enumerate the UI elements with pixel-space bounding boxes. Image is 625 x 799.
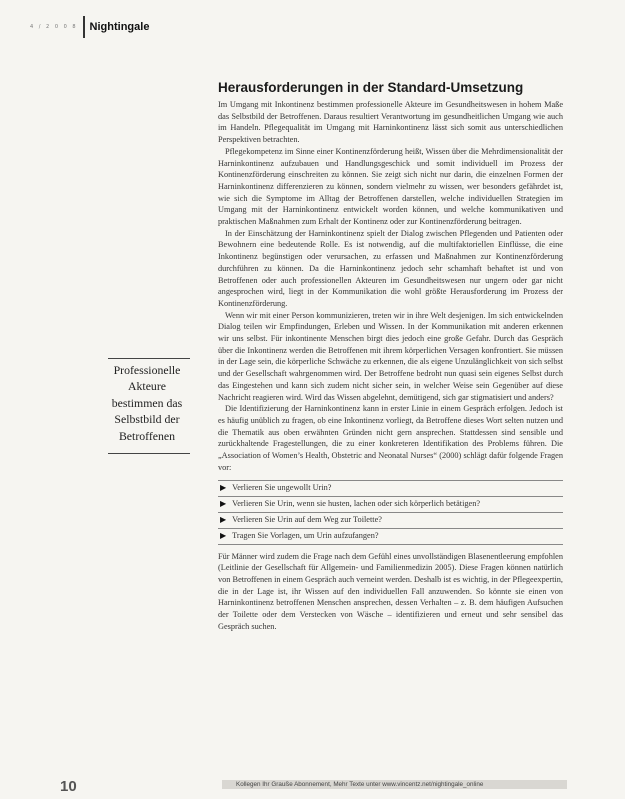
list-item	[218, 528, 563, 545]
question-list	[218, 480, 563, 545]
article-title: Herausforderungen in der Standard-Umsetzung	[218, 80, 524, 95]
paragraph-5: Die Identifizierung der Harninkontinenz kann in erster Linie in einem Gespräch erfolgen. Jedoch ist es häufig unüblich zu fragen, ob eine Inkontinenz vorliegt, da Betroffene dieses Wort selten nutzen und die Thematik aus oben erwähnten Gründen nicht gern ansprechen. Stattdessen sind sensible und zurückhaltende Fragestellungen, die zu einer konkreteren Identifikation des Problems führen. Die „Association of Women’s Health, Obstetric and Neonatal Nurses“ (2000) schlägt dafür folgende Fragen vor:	[218, 404, 563, 472]
arrow-bullet-icon: ▶	[220, 499, 227, 509]
pullquote: Professionelle Akteure bestimmen das Selbstbild der Betroffenen	[111, 363, 183, 443]
footer-banner: Kollegen Ihr Grauße Abonnement, Mehr Texte unter www.vincentz.net/nightingale_online	[222, 780, 567, 789]
paragraph-2: Pflegekompetenz im Sinne einer Kontinenzförderung heißt, Wissen über die Mehrdimensionalität der Harninkontinenz aufzubauen und Handlungsgeschick und somit individuell im Prozess der Kontinenzförderung einschreiten zu können. Sie zeigt sich nicht nur darin, die einzelnen Formen der Harninkontinenz differenzieren zu können, sondern vielmehr zu wissen, wer besonders gefährdet ist, wie sich die Symptome im Alltag der Betroffenen darstellen, welche individuellen Strategien im Umgang mit der Harninkontinenz entwickelt worden können, und welche kommunikativen und praktischen Maßnahmen zum Erhalt der Kontinenz oder zur Kontinenzförderung beitragen.	[218, 146, 563, 227]
journal-brand: Nightingale	[89, 21, 150, 33]
question-text: Verlieren Sie Urin auf dem Weg zur Toilette?	[232, 515, 382, 525]
list-item	[218, 496, 563, 512]
paragraph-1: Im Umgang mit Inkontinenz bestimmen professionelle Akteure im Gesundheitswesen in hohem Maße das Selbstbild der Betroffenen. Daraus resultiert Verantwortung im gesundheitlichen Umgang wie auch im Handeln. Pflegequalität im Umgang mit Harninkontinenz lässt sich somit aus unterschiedlichen Perspektiven betrachten.	[218, 100, 563, 145]
closing-paragraph: Für Männer wird zudem die Frage nach dem Gefühl eines unvollständigen Blasenentleerung empfohlen (Leitlinie der Gesellschaft für Allgemein- und Familienmedizin 2005). Diese Fragen können natürlich von Betroffenen in einem Gespräch auch verneint werden. Deshalb ist es wichtig, in der Pflegeexpertin, die in der Lage ist, ihr Wissen auf den individuellen Fall anzuwenden. So könnte sie einen von Harninkontinenz betroffenen Menschen ansprechen, dessen Verhalten – z. B. dem häufigen Aufsuchen der Toilette oder dem Verstecken von Wäsche – identifizieren und erneut und sehr sensibel das Gespräch suchen.	[218, 551, 563, 631]
list-item	[218, 480, 563, 496]
pullquote-bottom-rule	[108, 453, 190, 454]
article-body	[218, 99, 563, 632]
pullquote-top-rule	[108, 358, 190, 359]
question-text: Verlieren Sie ungewollt Urin?	[232, 483, 332, 493]
arrow-bullet-icon: ▶	[220, 531, 227, 541]
arrow-bullet-icon: ▶	[220, 515, 227, 525]
page-number: 10	[60, 778, 77, 795]
arrow-bullet-icon: ▶	[220, 483, 227, 493]
paragraph-4: Wenn wir mit einer Person kommunizieren, treten wir in ihre Welt desjenigen. Im sich entwickelnden Dialog teilen wir Empfindungen, Erleben und Wissen. In der Kommunikation mit anderen erkennen wir uns selbst. Für inkontinente Menschen birgt dies jedoch eine große Gefahr. Durch das Gespräch über die Inkontinenz werden die Betroffenen mit ihrem körperlichen Versagen konfrontiert. Sie müssen in der Lage sein, die körperliche Schwäche zu erkennen, die als eigene Unzulänglichkeit von sich selbst und der Gesellschaft wahrgenommen wird. Der Betroffene bedroht nun quasi sein eigenes Selbst durch das Eingestehen und kann sich zudem nicht sicher sein, in welcher Weise sein Gegenüber auf diese Nachricht reagieren wird. Wird das Wissen abgelehnt, demütigend, sich gar stigmatisiert und anders?	[218, 310, 563, 402]
question-text: Verlieren Sie Urin, wenn sie husten, lachen oder sich körperlich betätigen?	[232, 499, 481, 509]
header-rule	[83, 16, 85, 38]
list-item	[218, 512, 563, 528]
question-text: Tragen Sie Vorlagen, um Urin aufzufangen?	[232, 531, 379, 541]
paragraph-3: In der Einschätzung der Harninkontinenz spielt der Dialog zwischen Pflegenden und Patienten oder Bewohnern eine bedeutende Rolle. Es ist notwendig, auf die multifaktoriellen Einflüsse, die eine Inkontinenz begünstigen oder verursachen, zu erfassen und Maßnahmen zur Kontinenzförderung durchführen zu können. Da die Harninkontinenz jedoch sehr schamhaft behaftet ist und von Betroffenen oder auch professionellen Akteuren im Gesundheitswesen nur ungern oder gar nicht angesprochen wird, liegt in der Kommunikation die wohl größte Herausforderung im Prozess der Kontinenzförderung.	[218, 228, 563, 308]
journal-header	[30, 16, 149, 38]
issue-label: 4 / 2 0 0 8	[30, 24, 78, 30]
